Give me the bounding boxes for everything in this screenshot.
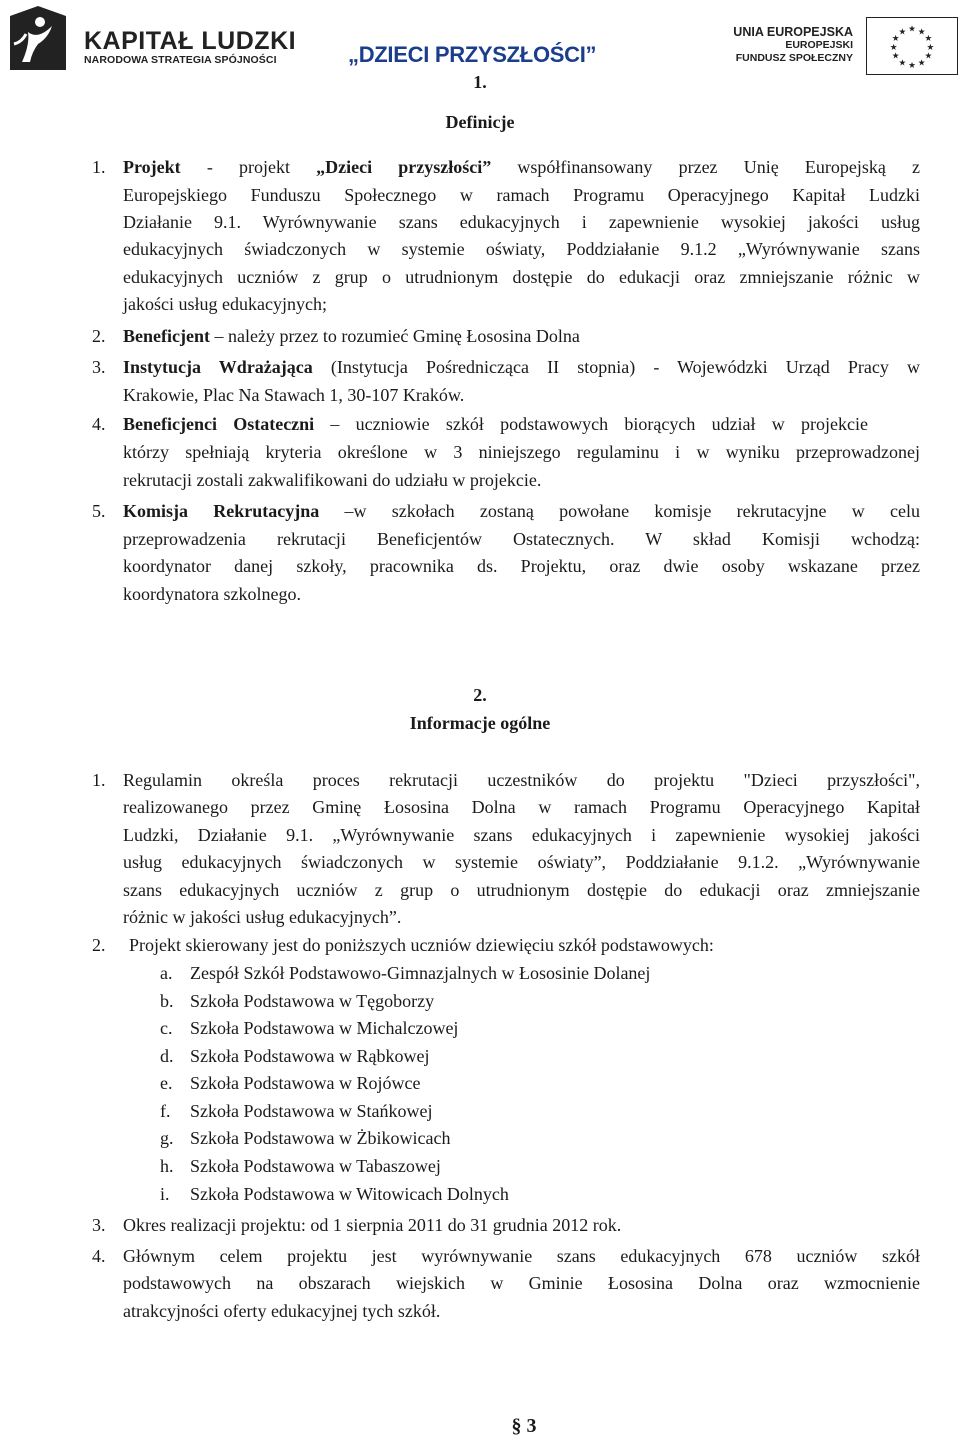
school-name: Szkoła Podstawowa w Tabaszowej	[190, 1156, 441, 1176]
section-1-number: 1.	[473, 72, 487, 92]
eu-flag-icon	[866, 17, 958, 75]
term-beneficjent: Beneficjent	[123, 326, 210, 346]
info-3-text: Okres realizacji projektu: od 1 sierpnia 2011 do 31 grudnia 2012 rok.	[123, 1215, 622, 1235]
project-name: „Dzieci przyszłości”	[316, 157, 492, 177]
kapital-ludzki-subtitle: NARODOWA STRATEGIA SPÓJNOŚCI	[84, 54, 277, 66]
item-number: 3.	[92, 357, 106, 377]
info-1-line-6: różnic w jakości usług edukacyjnych”.	[123, 907, 402, 927]
info-1-line-2: realizowanego przez Gminę Łososina Dolna w ramach Programu Operacyjnego Kapitał	[123, 797, 920, 817]
definition-5-line-2: przeprowadzenia rekrutacji Beneficjentów Ostatecznych. W skład Komisji wchodzą:	[123, 529, 920, 549]
text: (Instytucja Pośrednicząca II stopnia) - Wojewódzki Urząd Pracy w	[312, 357, 920, 377]
svg-text:★: ★	[898, 58, 907, 69]
svg-text:★: ★	[889, 42, 898, 53]
definition-5-line-3: koordynator danej szkoły, pracownika ds. Projektu, oraz dwie osoby wskazane przez	[123, 556, 920, 576]
school-letter: g.	[160, 1128, 174, 1148]
school-name: Szkoła Podstawowa w Witowicach Dolnych	[190, 1184, 509, 1204]
text: – należy przez to rozumieć Gminę Łososina Dolna	[209, 326, 580, 346]
eu-title: UNIA EUROPEJSKA	[733, 25, 853, 39]
item-number: 4.	[92, 1246, 106, 1266]
kapital-ludzki-title: KAPITAŁ LUDZKI	[84, 27, 297, 55]
school-letter: i.	[160, 1184, 170, 1204]
svg-text:★: ★	[917, 58, 926, 69]
svg-text:★: ★	[924, 34, 933, 45]
kapital-ludzki-logo-icon	[8, 4, 68, 72]
school-letter: e.	[160, 1073, 173, 1093]
school-letter: a.	[160, 963, 173, 983]
item-number: 2.	[92, 326, 106, 346]
school-letter: h.	[160, 1156, 174, 1176]
school-letter: d.	[160, 1046, 174, 1066]
school-name: Szkoła Podstawowa w Rąbkowej	[190, 1046, 430, 1066]
info-4-line-1: Głównym celem projektu jest wyrównywanie szans edukacyjnych 678 uczniów szkół	[123, 1246, 920, 1266]
definition-5-line-4: koordynatora szkolnego.	[123, 584, 301, 604]
svg-text:★: ★	[891, 34, 900, 45]
svg-text:★: ★	[917, 27, 926, 38]
text: współfinansowany przez Unię Europejską z	[491, 157, 920, 177]
definition-1-line-4: edukacyjnych świadczonych w systemie oświaty, Poddziałanie 9.1.2 „Wyrównywanie szans	[123, 239, 920, 259]
text: - projekt	[180, 157, 317, 177]
school-name: Szkoła Podstawowa w Michalczowej	[190, 1018, 459, 1038]
info-1-line-3: Ludzki, Działanie 9.1. „Wyrównywanie szans edukacyjnych i zapewnienie wysokiej jakości	[123, 825, 920, 845]
definition-3-line-1	[123, 357, 920, 377]
eu-fund-line2: EUROPEJSKI	[785, 39, 853, 51]
definition-4-line-3: rekrutacji zostali zakwalifikowani do udziału w projekcie.	[123, 470, 542, 490]
info-1-line-1: Regulamin określa proces rekrutacji uczestników do projektu "Dzieci przyszłości",	[123, 770, 920, 790]
info-4-line-2: podstawowych na obszarach wiejskich w Gminie Łososina Dolna oraz wzmocnienie	[123, 1273, 920, 1293]
section-2-number: 2.	[473, 685, 487, 705]
definition-3-line-2: Krakowie, Plac Na Stawach 1, 30-107 Kraków.	[123, 385, 465, 405]
item-number: 5.	[92, 501, 106, 521]
item-number: 2.	[92, 935, 106, 955]
text: – uczniowie szkół podstawowych biorących udział w projekcie	[314, 414, 868, 434]
definition-2-line-1	[123, 326, 580, 346]
definition-1-line-1	[123, 157, 920, 177]
definition-1-line-3: Działanie 9.1. Wyrównywanie szans edukacyjnych i zapewnienie wysokiej jakości usług	[123, 212, 920, 232]
info-1-line-4: usług edukacyjnych świadczonych w systemie oświaty”, Poddziałanie 9.1.2. „Wyrównywanie	[123, 852, 920, 872]
svg-text:★: ★	[891, 51, 900, 62]
item-number: 4.	[92, 414, 106, 434]
eu-logo-text	[733, 25, 853, 65]
school-letter: f.	[160, 1101, 171, 1121]
svg-text:★: ★	[908, 61, 916, 72]
term-instytucja: Instytucja Wdrażająca	[123, 357, 313, 377]
kapital-ludzki-logo-text	[84, 28, 296, 66]
section-1-title: Definicje	[445, 112, 515, 132]
text: –w szkołach zostaną powołane komisje rekrutacyjne w celu	[319, 501, 920, 521]
item-number: 1.	[92, 157, 106, 177]
info-1-line-5: szans edukacyjnych uczniów z grup o utrudnionym dostępie do edukacji oraz zmniejszanie	[123, 880, 920, 900]
school-name: Zespół Szkół Podstawowo-Gimnazjalnych w Łososinie Dolanej	[190, 963, 651, 983]
section-2-title: Informacje ogólne	[409, 713, 551, 733]
svg-text:★: ★	[898, 27, 907, 38]
definition-1-line-2: Europejskiego Funduszu Społecznego w ramach Programu Operacyjnego Kapitał Ludzki	[123, 185, 920, 205]
school-name: Szkoła Podstawowa w Stańkowej	[190, 1101, 433, 1121]
term-projekt: Projekt	[123, 157, 181, 177]
project-title: „DZIECI PRZYSZŁOŚCI”	[348, 42, 597, 67]
eu-fund-line3: FUNDUSZ SPOŁECZNY	[735, 52, 853, 64]
svg-text:★: ★	[924, 51, 933, 62]
definition-1-line-6: jakości usług edukacyjnych;	[123, 294, 327, 314]
school-name: Szkoła Podstawowa w Tęgoborzy	[190, 991, 435, 1011]
info-4-line-3: atrakcyjności oferty edukacyjnej tych szkół.	[123, 1301, 441, 1321]
svg-text:★: ★	[926, 42, 935, 53]
definition-4-line-2: którzy spełniają kryteria określone w 3 niniejszego regulaminu i w wyniku przeprowadzonej	[123, 442, 920, 462]
school-letter: c.	[160, 1018, 173, 1038]
info-2-text: Projekt skierowany jest do poniższych uczniów dziewięciu szkół podstawowych:	[129, 935, 714, 955]
svg-text:★: ★	[908, 24, 916, 35]
definition-4-line-1	[123, 414, 868, 434]
item-number: 3.	[92, 1215, 106, 1235]
term-beneficjenci: Beneficjenci Ostateczni	[123, 414, 315, 434]
item-number: 1.	[92, 770, 106, 790]
section-3-marker: § 3	[511, 1415, 537, 1437]
school-name: Szkoła Podstawowa w Żbikowicach	[190, 1128, 451, 1148]
definition-5-line-1	[123, 501, 920, 521]
school-letter: b.	[160, 991, 174, 1011]
term-komisja: Komisja Rekrutacyjna	[123, 501, 320, 521]
school-name: Szkoła Podstawowa w Rojówce	[190, 1073, 421, 1093]
definition-1-line-5: edukacyjnych uczniów z grup o utrudnionym dostępie do edukacji oraz zmniejszanie różnic w	[123, 267, 920, 287]
